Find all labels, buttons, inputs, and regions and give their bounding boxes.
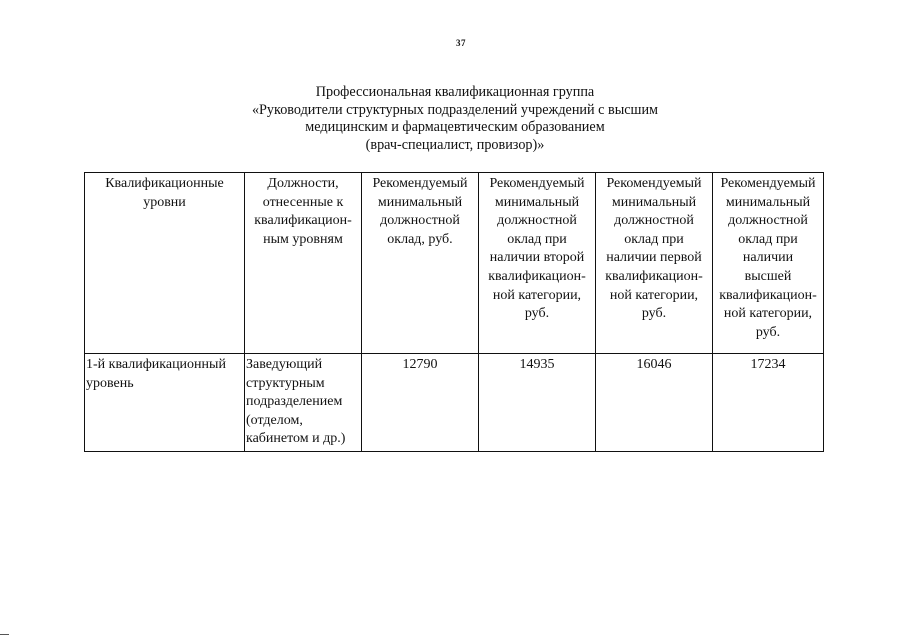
cell-line: кабинетом и др.) — [246, 431, 346, 447]
header-line: минимальный — [494, 194, 580, 210]
header-highest-category-salary — [713, 173, 824, 354]
header-line: должностной — [614, 213, 694, 229]
header-line: отнесенные к — [262, 194, 344, 210]
header-line: руб. — [641, 306, 667, 322]
header-line: наличии первой — [606, 250, 702, 266]
document-heading — [150, 84, 760, 154]
header-line: квалификацион- — [605, 268, 703, 284]
header-line: оклад при — [738, 231, 798, 247]
header-line: ной категории, — [492, 287, 582, 303]
header-line: Рекомендуемый — [372, 176, 468, 191]
heading-line: «Руководители структурных подразделений учреждений с высшим — [251, 101, 659, 118]
header-line: Рекомендуемый — [489, 176, 585, 191]
cell-line: структурным — [246, 375, 325, 391]
cell-base-salary: 12790 — [362, 354, 479, 452]
cell-qualification-level — [85, 354, 245, 452]
header-line: высшей — [744, 268, 792, 284]
header-line: руб. — [755, 324, 781, 340]
header-line: ной категории, — [609, 287, 699, 303]
header-line: уровни — [143, 194, 186, 210]
header-line: Должности, — [267, 176, 339, 191]
heading-line: Профессиональная квалификационная группа — [315, 84, 595, 100]
header-line: должностной — [728, 213, 808, 229]
header-line: минимальный — [377, 194, 463, 210]
heading-line: (врач-специалист, провизор)» — [365, 136, 545, 153]
header-line: руб. — [524, 306, 550, 322]
cell-second-category-salary: 14935 — [479, 354, 596, 452]
header-line: Рекомендуемый — [606, 176, 702, 191]
header-base-salary — [362, 173, 479, 354]
header-line: минимальный — [611, 194, 697, 210]
cell-line: (отделом, — [246, 412, 303, 428]
header-line: ной категории, — [723, 306, 813, 322]
table-row — [85, 354, 824, 452]
table-header-row — [85, 173, 824, 354]
header-line: минимальный — [725, 194, 811, 210]
cell-line: подразделением — [246, 394, 343, 410]
header-line: квалификацион- — [488, 268, 586, 284]
page-number: 37 — [456, 38, 466, 48]
cell-position — [245, 354, 362, 452]
header-first-category-salary — [596, 173, 713, 354]
header-line: должностной — [497, 213, 577, 229]
header-positions — [245, 173, 362, 354]
header-qualification-levels — [85, 173, 245, 354]
header-line: оклад, руб. — [387, 231, 453, 247]
header-line: Рекомендуемый — [720, 176, 816, 191]
cell-line: 1-й квалификационный — [86, 357, 226, 372]
header-line: ным уровням — [263, 231, 343, 247]
qualification-salary-table — [84, 172, 824, 452]
header-line: оклад при — [507, 231, 567, 247]
header-line: квалификацион- — [254, 213, 352, 229]
cell-highest-category-salary: 17234 — [713, 354, 824, 452]
cell-first-category-salary: 16046 — [596, 354, 713, 452]
cell-line: уровень — [86, 375, 134, 391]
page-edge-mark — [0, 634, 9, 635]
header-line: наличии — [742, 250, 794, 266]
heading-line: медицинским и фармацевтическим образованием — [305, 119, 605, 135]
header-line: оклад при — [624, 231, 684, 247]
cell-line: Заведующий — [246, 357, 323, 372]
header-second-category-salary — [479, 173, 596, 354]
header-line: квалификацион- — [719, 287, 817, 303]
header-line: наличии второй — [489, 250, 585, 266]
header-line: должностной — [380, 213, 460, 229]
header-line: Квалификационные — [105, 176, 224, 191]
